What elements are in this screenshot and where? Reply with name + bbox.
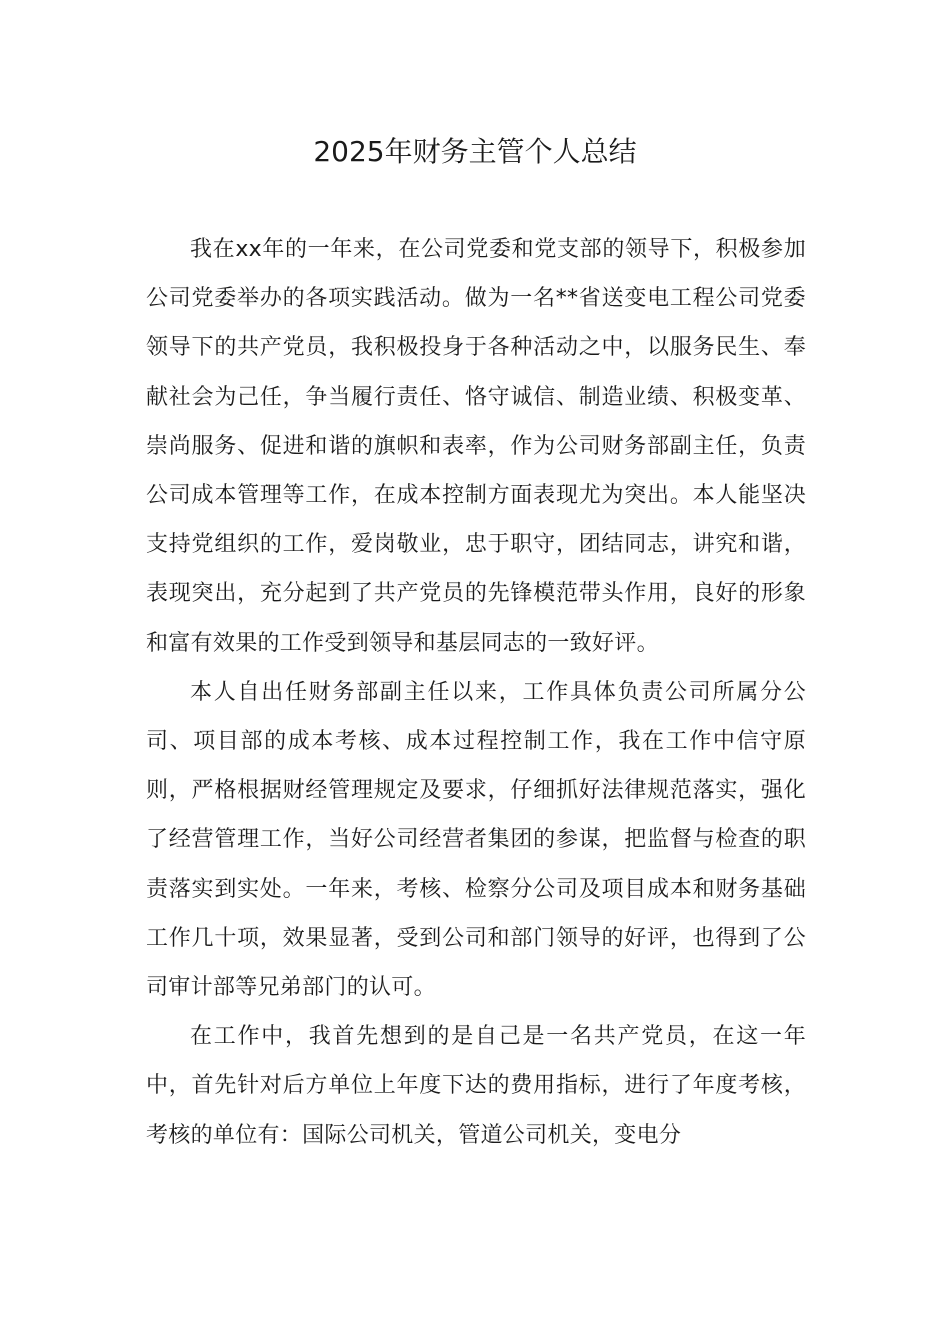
document-title: 2025年财务主管个人总结 <box>313 135 637 168</box>
document-body <box>146 225 806 1160</box>
paragraph-1: 我在xx年的一年来，在公司党委和党支部的领导下，积极参加公司党委举办的各项实践活动。做为一名**省送变电工程公司党委领导下的共产党员，我积极投身于各种活动之中，以服务民生、奉献社会为己任，争当履行责任、恪守诚信、制造业绩、积极变革、崇尚服务、促进和谐的旗帜和表率，作为公司财务部副主任，负责公司成本管理等工作，在成本控制方面表现尤为突出。本人能坚决支持党组织的工作，爱岗敬业，忠于职守，团结同志，讲究和谐，表现突出，充分起到了共产党员的先锋模范带头作用，良好的形象和富有效果的工作受到领导和基层同志的一致好评。 <box>146 237 806 656</box>
paragraph-2: 本人自出任财务部副主任以来，工作具体负责公司所属分公司、项目部的成本考核、成本过程控制工作，我在工作中信守原则，严格根据财经管理规定及要求，仔细抓好法律规范落实，强化了经营管理工作，当好公司经营者集团的参谋，把监督与检查的职责落实到实处。一年来，考核、检察分公司及项目成本和财务基础工作几十项，效果显著，受到公司和部门领导的好评，也得到了公司审计部等兄弟部门的认可。 <box>146 679 806 1001</box>
paragraph-3: 在工作中，我首先想到的是自己是一名共产党员，在这一年中，首先针对后方单位上年度下达的费用指标，进行了年度考核，考核的单位有：国际公司机关，管道公司机关，变电分 <box>146 1024 806 1148</box>
